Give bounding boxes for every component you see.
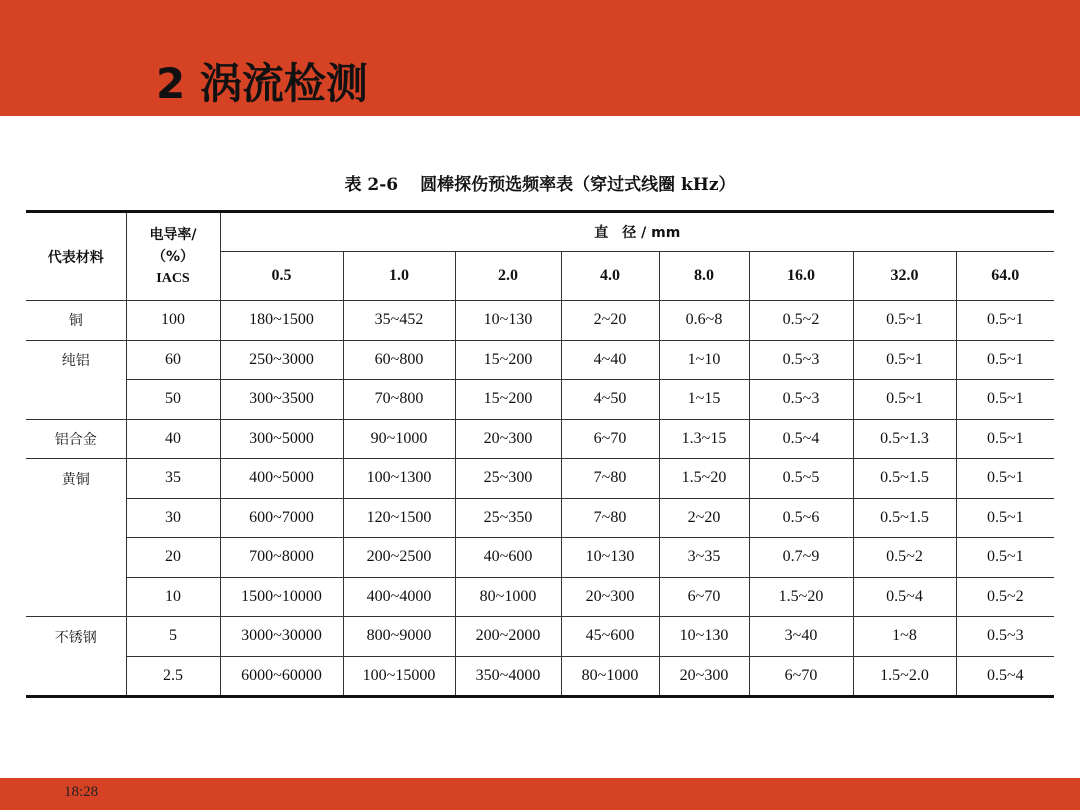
cell-material: 纯铝 (26, 340, 126, 380)
cell-frequency: 0.5~1 (956, 340, 1054, 380)
cell-frequency: 1.3~15 (659, 419, 749, 459)
cell-frequency: 0.6~8 (659, 301, 749, 341)
header-conductivity-line1: 电导率/ (149, 226, 197, 243)
header-diameter-value: 0.5 (220, 252, 343, 301)
cell-frequency: 400~5000 (220, 459, 343, 499)
cell-material: 黄铜 (26, 459, 126, 499)
cell-conductivity: 2.5 (126, 656, 220, 697)
table-row (26, 498, 1054, 538)
cell-frequency: 700~8000 (220, 538, 343, 578)
table-caption-text: 圆棒探伤预选频率表（穿过式线圈 kHz） (420, 175, 736, 195)
cell-frequency: 250~3000 (220, 340, 343, 380)
table-body (26, 301, 1054, 697)
cell-frequency: 6~70 (659, 577, 749, 617)
table-row (26, 419, 1054, 459)
cell-frequency: 1500~10000 (220, 577, 343, 617)
cell-conductivity: 20 (126, 538, 220, 578)
footer-band (0, 778, 1080, 810)
cell-frequency: 0.5~1 (956, 419, 1054, 459)
cell-frequency: 70~800 (343, 380, 455, 420)
frequency-table (26, 210, 1054, 698)
cell-frequency: 0.5~2 (956, 577, 1054, 617)
cell-frequency: 120~1500 (343, 498, 455, 538)
cell-frequency: 200~2000 (455, 617, 561, 657)
header-diameter-value: 16.0 (749, 252, 853, 301)
cell-frequency: 25~300 (455, 459, 561, 499)
cell-frequency: 0.5~2 (853, 538, 956, 578)
cell-frequency: 90~1000 (343, 419, 455, 459)
header-conductivity-line2: （%） (151, 248, 195, 265)
cell-frequency: 35~452 (343, 301, 455, 341)
cell-frequency: 800~9000 (343, 617, 455, 657)
header-diameter: 直 径 / mm (220, 212, 1054, 252)
cell-frequency: 7~80 (561, 459, 659, 499)
cell-frequency: 6~70 (561, 419, 659, 459)
cell-frequency: 1.5~2.0 (853, 656, 956, 697)
cell-frequency: 1.5~20 (749, 577, 853, 617)
header-conductivity (126, 212, 220, 301)
cell-frequency: 0.5~3 (956, 617, 1054, 657)
header-diameter-value: 8.0 (659, 252, 749, 301)
cell-material (26, 656, 126, 697)
cell-frequency: 300~5000 (220, 419, 343, 459)
cell-frequency: 10~130 (659, 617, 749, 657)
cell-frequency: 600~7000 (220, 498, 343, 538)
cell-frequency: 10~130 (455, 301, 561, 341)
cell-conductivity: 60 (126, 340, 220, 380)
cell-frequency: 60~800 (343, 340, 455, 380)
cell-frequency: 400~4000 (343, 577, 455, 617)
cell-material (26, 577, 126, 617)
header-material: 代表材料 (26, 212, 126, 301)
cell-frequency: 10~130 (561, 538, 659, 578)
table-caption (0, 170, 1080, 195)
header-conductivity-line3: IACS (156, 270, 190, 286)
cell-frequency: 40~600 (455, 538, 561, 578)
cell-frequency: 200~2500 (343, 538, 455, 578)
cell-frequency: 80~1000 (561, 656, 659, 697)
cell-frequency: 0.5~3 (749, 380, 853, 420)
cell-frequency: 0.5~3 (749, 340, 853, 380)
cell-frequency: 0.5~4 (956, 656, 1054, 697)
cell-conductivity: 40 (126, 419, 220, 459)
cell-material: 不锈钢 (26, 617, 126, 657)
cell-frequency: 0.5~1 (956, 538, 1054, 578)
cell-frequency: 0.5~1 (956, 301, 1054, 341)
cell-frequency: 1.5~20 (659, 459, 749, 499)
cell-conductivity: 35 (126, 459, 220, 499)
table-row (26, 577, 1054, 617)
cell-frequency: 15~200 (455, 380, 561, 420)
cell-frequency: 0.5~1 (853, 380, 956, 420)
header-diameter-value: 2.0 (455, 252, 561, 301)
header-diameter-value: 32.0 (853, 252, 956, 301)
header-diameter-value: 1.0 (343, 252, 455, 301)
cell-frequency: 1~8 (853, 617, 956, 657)
cell-frequency: 300~3500 (220, 380, 343, 420)
cell-conductivity: 10 (126, 577, 220, 617)
cell-material (26, 380, 126, 420)
cell-frequency: 0.5~6 (749, 498, 853, 538)
cell-frequency: 0.5~1.3 (853, 419, 956, 459)
cell-conductivity: 5 (126, 617, 220, 657)
cell-frequency: 20~300 (659, 656, 749, 697)
cell-frequency: 3000~30000 (220, 617, 343, 657)
cell-conductivity: 100 (126, 301, 220, 341)
cell-material (26, 498, 126, 538)
cell-frequency: 180~1500 (220, 301, 343, 341)
table-row (26, 340, 1054, 380)
cell-frequency: 6000~60000 (220, 656, 343, 697)
cell-frequency: 0.5~2 (749, 301, 853, 341)
cell-frequency: 20~300 (561, 577, 659, 617)
cell-frequency: 0.5~4 (853, 577, 956, 617)
cell-conductivity: 30 (126, 498, 220, 538)
table-row (26, 538, 1054, 578)
cell-frequency: 2~20 (659, 498, 749, 538)
cell-frequency: 6~70 (749, 656, 853, 697)
cell-frequency: 0.7~9 (749, 538, 853, 578)
cell-frequency: 0.5~1.5 (853, 498, 956, 538)
table-row (26, 656, 1054, 697)
cell-frequency: 0.5~5 (749, 459, 853, 499)
cell-frequency: 0.5~1 (956, 459, 1054, 499)
table-row (26, 301, 1054, 341)
cell-frequency: 2~20 (561, 301, 659, 341)
cell-frequency: 4~50 (561, 380, 659, 420)
header-diameter-value: 4.0 (561, 252, 659, 301)
cell-conductivity: 50 (126, 380, 220, 420)
cell-frequency: 4~40 (561, 340, 659, 380)
cell-frequency: 80~1000 (455, 577, 561, 617)
cell-frequency: 3~40 (749, 617, 853, 657)
header-diameter-value: 64.0 (956, 252, 1054, 301)
cell-frequency: 1~10 (659, 340, 749, 380)
cell-frequency: 15~200 (455, 340, 561, 380)
cell-frequency: 0.5~4 (749, 419, 853, 459)
cell-frequency: 7~80 (561, 498, 659, 538)
cell-frequency: 350~4000 (455, 656, 561, 697)
cell-frequency: 3~35 (659, 538, 749, 578)
cell-frequency: 20~300 (455, 419, 561, 459)
table-row (26, 459, 1054, 499)
cell-frequency: 45~600 (561, 617, 659, 657)
cell-material: 铝合金 (26, 419, 126, 459)
table-row (26, 617, 1054, 657)
table-row (26, 380, 1054, 420)
cell-frequency: 0.5~1.5 (853, 459, 956, 499)
cell-material: 铜 (26, 301, 126, 341)
cell-frequency: 0.5~1 (853, 340, 956, 380)
cell-frequency: 0.5~1 (956, 498, 1054, 538)
cell-frequency: 0.5~1 (956, 380, 1054, 420)
slide-title: 2 涡流检测 (156, 59, 368, 108)
table-caption-number: 表 2-6 (344, 175, 399, 195)
cell-material (26, 538, 126, 578)
cell-frequency: 25~350 (455, 498, 561, 538)
cell-frequency: 1~15 (659, 380, 749, 420)
cell-frequency: 100~15000 (343, 656, 455, 697)
cell-frequency: 100~1300 (343, 459, 455, 499)
cell-frequency: 0.5~1 (853, 301, 956, 341)
footer-time: 18:28 (64, 784, 99, 800)
